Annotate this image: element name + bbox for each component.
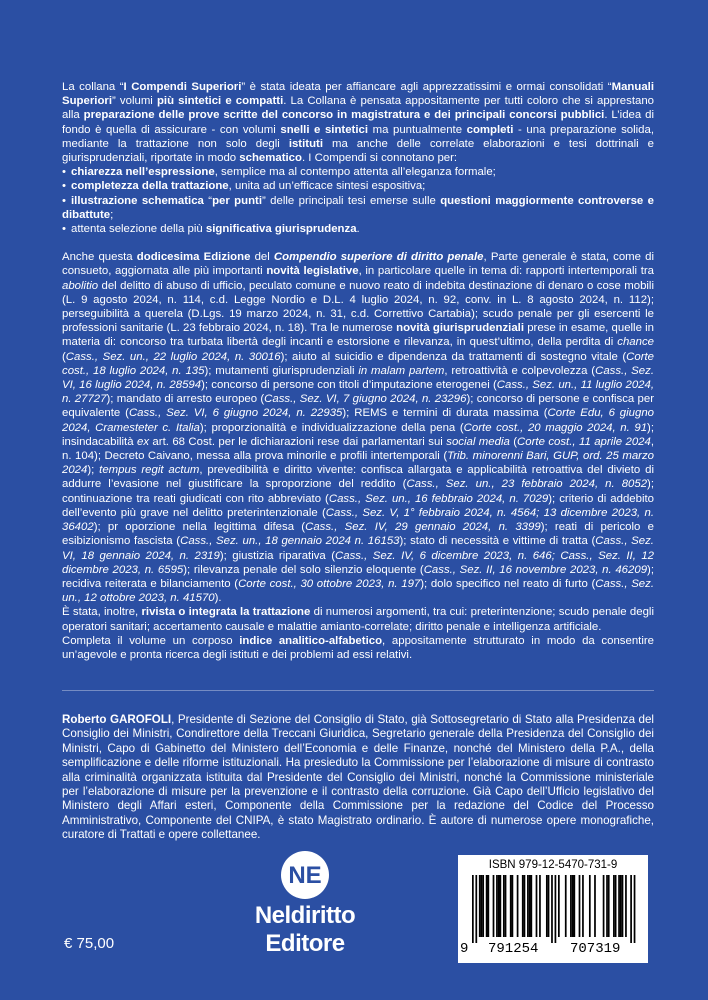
section-divider	[62, 690, 654, 691]
barcode-bar	[594, 875, 596, 937]
barcode-bar	[510, 875, 512, 937]
barcode-bar	[505, 875, 507, 937]
barcode-bar	[527, 875, 529, 937]
barcode-bar	[530, 875, 532, 937]
barcode-digit-first: 9	[460, 941, 469, 957]
author-bio	[62, 713, 654, 843]
barcode-bar	[500, 875, 502, 937]
barcode-bar	[475, 875, 477, 943]
publisher-name-line1: Neldiritto	[254, 902, 356, 929]
barcode-bar	[486, 875, 488, 937]
barcode-bar	[493, 875, 495, 937]
publisher-logo	[230, 850, 380, 970]
barcode-bar	[613, 875, 615, 937]
barcode-bar	[622, 875, 624, 937]
barcode-bar	[487, 875, 489, 937]
barcode-bar	[496, 875, 498, 937]
bullet-item: • attenta selezione della più significativa giurisprudenza.	[62, 222, 654, 236]
logo-letters: NE	[288, 862, 322, 889]
barcode-bar	[546, 875, 548, 937]
barcode-bar	[582, 875, 584, 937]
bullet-item: • illustrazione schematica “per punti” delle principali tesi emerse sulle questioni maggiormente controverse e dibattute;	[62, 194, 654, 222]
author-name: Roberto GAROFOLI	[62, 713, 172, 726]
barcode-bar	[618, 875, 620, 937]
barcode-digits	[460, 941, 646, 961]
barcode-bar	[536, 875, 538, 937]
index-paragraph: Completa il volume un corposo indice analitico-alfabetico, appositamente strutturato in modo da consentire un’agevole e pronta ricerca degli istituti e dei problemi ad essi relativi.	[62, 634, 654, 661]
bullet-item: • chiarezza nell’espressione, semplice ma al contempo attenta all’eleganza formale;	[62, 165, 654, 179]
barcode-bar	[608, 875, 610, 937]
barcode-bar	[548, 875, 550, 937]
barcode-bar	[573, 875, 575, 937]
author-bio-text: , Presidente di Sezione del Consiglio di Stato, già Sottosegretario di Stato alla Presidenza del Consiglio dei Ministri, Condirettore della Treccani Giuridica, Segretario generale della Presidenza del Consiglio dei Ministri, Capo di Gabinetto del Ministero dell’Economia e delle Finanze, nonché del Ministero della P.A., della semplificazione e delle riforme istituzionali. Ha presieduto la Commissione per l’elaborazione di misure di contrasto alla criminalità organizzata istituita dal Presidente del Consiglio dei Ministri, nonché la Commissione ministeriale per l’elaborazione di misure per la prevenzione e il contrasto della corruzione. Già Capo dell’Ufficio legislativo del Ministero degli Affari esteri, Componente della Commissione per la redazione del Codice del Processo Amministrativo, Componente del CNIPA, è stato Magistrato ordinario. È autore di numerose opere monografiche, curatore di Trattati e opere collettanee.	[62, 713, 654, 842]
barcode-bar	[503, 875, 505, 937]
barcode-bar	[555, 875, 557, 943]
barcode-bar	[634, 875, 636, 943]
barcode-bar	[479, 875, 481, 937]
barcode-bar	[630, 875, 632, 943]
barcode-bar	[481, 875, 483, 937]
barcode-bar	[570, 875, 572, 937]
barcode-bar	[539, 875, 541, 937]
barcode-bar	[517, 875, 519, 937]
price-label: € 75,00	[64, 935, 115, 952]
barcode-bar	[579, 875, 581, 937]
barcode-digits-left: 791254	[488, 941, 539, 957]
edition-paragraph: Anche questa dodicesima Edizione del Compendio superiore di diritto penale, Parte generale è stata, come di consueto, aggiornata alle più importanti novità legislative, in particolare quelle in tema di: rapporti intertemporali tra abolitio del delitto di abuso di ufficio, peculato comune e nuovo reato di indebita destinazione di denaro o cose mobili (L. 9 agosto 2024, n. 114, c.d. Legge Nordio e D.L. 4 luglio 2024, n. 92, conv. in L. 8 agosto 2024, n. 112); perseguibilità a querela (D.Lgs. 19 marzo 2024, n. 31, c.d. Correttivo Cartabia); scudo penale per gli esercenti le professioni sanitarie (L. 23 febbraio 2024, n. 18). Tra le numerose novità giurisprudenziali prese in esame, quelle in materia di: concorso tra turbata libertà degli incanti e estorsione e rilevanza, in quest’ultimo, della perdita di chance (Cass., Sez. un., 22 luglio 2024, n. 30016); aiuto al suicidio e dipendenza da trattamenti di sostegno vitale (Corte cost., 18 luglio 2024, n. 135); mutamenti giurisprudenziali in malam partem, retroattività e colpevolezza (Cass., Sez. VI, 16 luglio 2024, n. 28594); concorso di persone con titoli d’imputazione eterogenei (Cass., Sez. un., 11 luglio 2024, n. 27727); mandato di arresto europeo (Cass., Sez. VI, 7 giugno 2024, n. 23296); concorso di persone e confisca per equivalente (Cass., Sez. VI, 6 giugno 2024, n. 22935); REMS e termini di durata massima (Corte Edu, 6 giugno 2024, Cramesteter c. Italia); proporzionalità e individualizzazione della pena (Corte cost., 20 maggio 2024, n. 91); insindacabilità ex art. 68 Cost. per le dichiarazioni rese dai parlamentari sui social media (Corte cost., 11 aprile 2024, n. 104); Decreto Caivano, messa alla prova minorile e profili intertemporali (Trib. minorenni Bari, GUP, ord. 25 marzo 2024); tempus regit actum, prevedibilità e diritto vivente: confisca allargata e applicabilità retroattiva del divieto di addurre l’evasione nel giustificare la sproporzione del reddito (Cass., Sez. un., 23 febbraio 2024, n. 8052); continuazione tra reati giudicati con rito abbreviato (Cass., Sez. un., 16 febbraio 2024, n. 7029); criterio di addebito dell’evento più grave nel delitto preterintenzionale (Cass., Sez. V, 1° febbraio 2024, n. 4564; 13 dicembre 2023, n. 36402); pr oporzione nella legittima difesa (Cass., Sez. IV, 29 gennaio 2024, n. 3399); reati di pericolo e esibizionismo fascista (Cass., Sez. un., 18 gennaio 2024 n. 16153); stato di necessità e vittime di tratta (Cass., Sez. VI, 18 gennaio 2024, n. 2319); giustizia riparativa (Cass., Sez. IV, 6 dicembre 2023, n. 646; Cass., Sez. II, 12 dicembre 2023, n. 6595); rilevanza penale del solo silenzio eloquente (Cass., Sez. II, 16 novembre 2023, n. 46209); recidiva reiterata e bilanciamento (Corte cost., 30 ottobre 2023, n. 197); dolo specifico nel reato di furto (Cass., Sez. un., 12 ottobre 2023, n. 41570).	[62, 251, 655, 605]
barcode-bar	[558, 875, 560, 937]
intro-paragraph: La collana “I Compendi Superiori” è stata ideata per affiancare agli apprezzatissimi e ormai consolidati “Manuali Superiori” volumi più sintetici e compatti. La Collana è pensata appositamente per tutti coloro che si apprestano alla preparazione delle prove scritte del concorso in magistratura e dei principali concorsi pubblici. L’idea di fondo è quella di assicurare - con volumi snelli e sintetici ma puntualmente completi - una preparazione solida, mediante la trattazione non solo degli istituti ma anche delle correlate elaborazioni e tesi dottrinali e giurisprudenziali, riportate in modo schematico. I Compendi si connotano per:	[62, 81, 655, 165]
barcode-bar	[498, 875, 500, 937]
isbn-barcode	[458, 855, 648, 963]
publisher-name-line2: Editore	[265, 930, 345, 957]
description-block	[62, 80, 654, 662]
barcode-bar	[524, 875, 526, 937]
barcode-bar	[589, 875, 591, 937]
isbn-label: ISBN 979-12-5470-731-9	[488, 859, 618, 871]
barcode-bar	[603, 875, 605, 937]
barcode-bar	[522, 875, 524, 937]
barcode-bar	[625, 875, 627, 937]
barcode-bar	[565, 875, 567, 937]
barcode-bar	[529, 875, 531, 937]
publisher-mark-icon	[280, 850, 330, 900]
barcode-bar	[615, 875, 617, 937]
barcode-bar	[620, 875, 622, 937]
barcode-bar	[606, 875, 608, 937]
barcode-icon	[472, 875, 636, 943]
revision-paragraph: È stata, inoltre, rivista o integrata la trattazione di numerosi argomenti, tra cui: preterintenzione; scudo penale degli operatori sanitari; accertamento causale e malattie amianto-correlate; diritto penale e intelligenza artificiale.	[62, 606, 654, 633]
barcode-bar	[551, 875, 553, 943]
barcode-bar	[482, 875, 484, 937]
barcode-bar	[512, 875, 514, 937]
bullet-item: • completezza della trattazione, unita ad un’efficace sintesi espositiva;	[62, 179, 654, 193]
barcode-bar	[572, 875, 574, 937]
barcode-bar	[472, 875, 474, 943]
barcode-digits-right: 707319	[570, 941, 621, 957]
